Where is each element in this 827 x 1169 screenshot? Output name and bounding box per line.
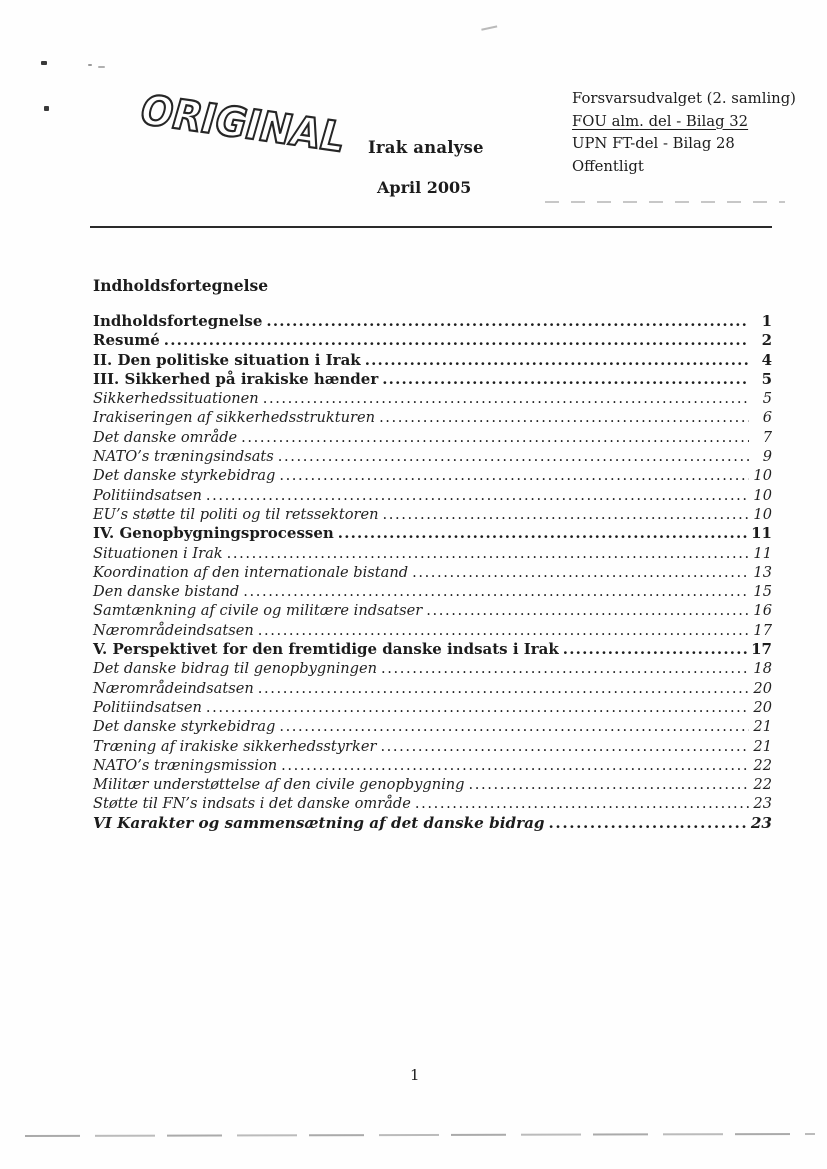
toc-entry — [93, 428, 772, 447]
toc-entry-page: 4 — [761, 350, 772, 369]
toc-entry-label: Det danske bidrag til genopbygningen — [93, 660, 378, 678]
toc-entry-page: 15 — [753, 583, 772, 601]
toc-entry-label: Indholdsfortegnelse — [93, 312, 263, 330]
toc-dot-leader — [383, 505, 749, 524]
toc-dot-leader — [281, 756, 749, 775]
toc-entry — [93, 621, 772, 640]
toc-entry-page: 20 — [753, 698, 772, 716]
scan-speckle — [41, 61, 47, 65]
toc-dot-leader — [549, 814, 748, 833]
toc-entry-label: Situationen i Irak — [93, 544, 223, 562]
toc-entry — [93, 505, 772, 524]
toc-entry-label: Irakiseringen af sikkerhedsstrukturen — [93, 409, 376, 427]
toc-dot-leader — [263, 389, 749, 408]
toc-entry — [93, 737, 772, 756]
toc-entry — [93, 408, 772, 427]
toc-entry-page: 5 — [761, 369, 772, 388]
scan-speckle — [88, 64, 92, 66]
toc-entry-page: 22 — [753, 776, 772, 794]
scan-mark — [481, 25, 499, 37]
toc-dot-leader — [381, 659, 749, 678]
toc-entry — [93, 466, 772, 485]
toc-entry — [93, 601, 772, 620]
toc-entry-label: Sikkerhedssituationen — [93, 390, 259, 408]
toc-dot-leader — [206, 486, 749, 505]
toc-entry-label: Resumé — [93, 331, 160, 350]
toc-entry-label: Det danske styrkebidrag — [93, 718, 276, 736]
toc-entry-label: IV. Genopbygningsprocessen — [93, 524, 334, 543]
toc-entry — [93, 563, 772, 582]
toc-entry-label: Det danske styrkebidrag — [93, 467, 276, 485]
toc-entry-page: 11 — [751, 524, 772, 543]
toc-dot-leader — [243, 582, 749, 601]
toc-entry-page: 2 — [761, 331, 772, 350]
toc-dot-leader — [379, 408, 749, 427]
toc-entry-page: 13 — [753, 563, 772, 581]
scan-speckle — [44, 106, 49, 111]
toc-entry-page: 23 — [753, 795, 772, 813]
toc-entry-label: Politiindsatsen — [93, 698, 202, 716]
toc-entry-label: Koordination af den internationale bistand — [93, 563, 409, 581]
toc-entry-label: III. Sikkerhed på irakiske hænder — [93, 369, 379, 388]
toc-entry — [93, 659, 772, 678]
toc-dot-leader — [227, 544, 749, 563]
toc-entry-label: NATO’s træningsindsats — [93, 448, 274, 466]
toc-entry — [93, 312, 772, 331]
scan-dashed-artifact — [545, 201, 785, 203]
document-title: Irak analyse — [368, 138, 484, 157]
toc-dot-leader — [279, 466, 749, 485]
toc-entry-page: 17 — [753, 621, 772, 639]
toc-entry-page: 23 — [750, 813, 772, 832]
toc-entry-page: 18 — [753, 660, 772, 678]
toc-dot-leader — [412, 563, 749, 582]
toc-dot-leader — [415, 794, 749, 813]
toc-dot-leader — [338, 524, 748, 543]
toc-entry-page: 11 — [753, 544, 772, 562]
scan-speckle — [98, 66, 105, 68]
toc-entry-label: Den danske bistand — [93, 583, 240, 601]
toc-entry — [93, 717, 772, 736]
toc-dot-leader — [279, 717, 749, 736]
toc-dot-leader — [380, 737, 749, 756]
toc-entry — [93, 351, 772, 370]
document-date: April 2005 — [377, 178, 472, 197]
toc-entry — [93, 640, 772, 659]
toc-entry-label: V. Perspektivet for den fremtidige danske indsats i Irak — [93, 640, 559, 659]
toc-entry-page: 21 — [753, 737, 772, 755]
committee-header-block — [572, 88, 796, 178]
toc-entry-page: 1 — [761, 312, 772, 330]
toc-entry-page: 10 — [753, 467, 772, 485]
toc-dot-leader — [426, 601, 749, 620]
toc-entry — [93, 814, 772, 833]
toc-dot-leader — [258, 621, 749, 640]
toc-entry — [93, 582, 772, 601]
committee-name: Forsvarsudvalget (2. samling) — [572, 90, 796, 107]
toc-entry — [93, 756, 772, 775]
toc-dot-leader — [258, 679, 749, 698]
toc-entry-page: 5 — [762, 390, 772, 408]
toc-entry-label: Samtænkning af civile og militære indsatser — [93, 602, 423, 620]
toc-entry-label: Nærområdeindsatsen — [93, 679, 254, 697]
toc-entry-page: 9 — [762, 448, 772, 466]
toc-dot-leader — [206, 698, 749, 717]
toc-entry-label: Støtte til FN’s indsats i det danske område — [93, 795, 411, 813]
toc-entry — [93, 331, 772, 350]
toc-entry — [93, 389, 772, 408]
toc-dot-leader — [266, 312, 749, 331]
toc-list — [93, 312, 772, 833]
toc-entry-page: 17 — [751, 640, 772, 659]
toc-entry — [93, 370, 772, 389]
toc-entry-page: 16 — [753, 602, 772, 620]
toc-dot-leader — [469, 775, 749, 794]
toc-dot-leader — [382, 370, 749, 389]
committee-ref-upn: UPN FT-del - Bilag 28 — [572, 135, 735, 153]
toc-entry-page: 20 — [753, 679, 772, 697]
toc-entry — [93, 524, 772, 543]
toc-entry — [93, 794, 772, 813]
toc-entry-label: Politiindsatsen — [93, 486, 202, 504]
scan-edge-artifact — [25, 1133, 815, 1137]
header-divider-rule — [90, 226, 772, 228]
toc-entry-page: 21 — [753, 718, 772, 736]
toc-entry-page: 10 — [753, 486, 772, 504]
toc-entry-label: Det danske område — [93, 428, 238, 446]
toc-dot-leader — [241, 428, 749, 447]
toc-entry-page: 22 — [753, 756, 772, 774]
toc-entry — [93, 698, 772, 717]
toc-entry-label: II. Den politiske situation i Irak — [93, 350, 361, 369]
toc-dot-leader — [164, 331, 749, 350]
toc-heading: Indholdsfortegnelse — [93, 276, 269, 295]
toc-entry-label: EU’s støtte til politi og til retssektoren — [93, 505, 379, 523]
toc-entry-label: VI Karakter og sammensætning af det danske bidrag — [93, 813, 545, 832]
toc-entry-page: 10 — [753, 505, 772, 523]
toc-entry-page: 7 — [762, 428, 772, 446]
toc-entry-label: Træning af irakiske sikkerhedsstyrker — [93, 737, 377, 755]
toc-dot-leader — [563, 640, 748, 659]
publicity-label: Offentligt — [572, 157, 644, 175]
toc-entry-label: Militær understøttelse af den civile genopbygning — [93, 776, 465, 794]
toc-entry — [93, 544, 772, 563]
toc-entry — [93, 486, 772, 505]
toc-entry-label: Nærområdeindsatsen — [93, 621, 254, 639]
toc-dot-leader — [278, 447, 749, 466]
toc-dot-leader — [365, 351, 749, 370]
page-number: 1 — [410, 1066, 420, 1084]
original-stamp: ORIGINAL — [134, 86, 351, 162]
committee-ref-fou: FOU alm. del - Bilag 32 — [572, 112, 749, 130]
toc-entry — [93, 775, 772, 794]
toc-entry-page: 6 — [762, 409, 772, 427]
toc-entry — [93, 447, 772, 466]
toc-entry — [93, 679, 772, 698]
toc-entry-label: NATO’s træningsmission — [93, 756, 278, 774]
